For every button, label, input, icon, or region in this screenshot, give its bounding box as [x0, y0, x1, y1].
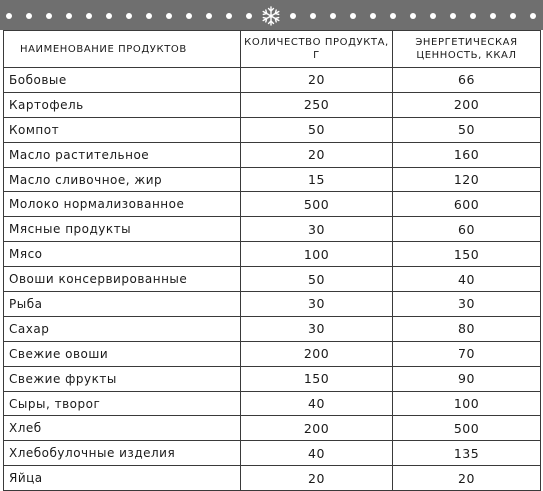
row-quantity: 500 — [241, 192, 393, 217]
header-quantity: КОЛИЧЕСТВО ПРОДУКТА, Г — [241, 31, 393, 68]
decorative-dot — [226, 13, 232, 19]
row-product-name: Мясо — [4, 242, 241, 267]
decorative-dot — [530, 13, 536, 19]
row-product-name: Овоши консервированные — [4, 267, 241, 292]
row-quantity: 200 — [241, 416, 393, 441]
table-row — [4, 242, 541, 267]
row-energy: 100 — [393, 391, 541, 416]
row-quantity: 50 — [241, 267, 393, 292]
row-energy: 66 — [393, 68, 541, 93]
row-quantity: 250 — [241, 92, 393, 117]
row-quantity: 20 — [241, 68, 393, 93]
row-product-name: Молоко нормализованное — [4, 192, 241, 217]
row-quantity: 40 — [241, 441, 393, 466]
decorative-dot — [106, 13, 112, 19]
table-row — [4, 267, 541, 292]
table-body — [4, 68, 541, 491]
table-row — [4, 68, 541, 93]
row-energy: 500 — [393, 416, 541, 441]
row-energy: 30 — [393, 292, 541, 317]
table-row — [4, 192, 541, 217]
row-energy: 150 — [393, 242, 541, 267]
nutrition-table — [3, 30, 541, 491]
decorative-dot — [26, 13, 32, 19]
row-energy: 50 — [393, 117, 541, 142]
row-energy: 160 — [393, 142, 541, 167]
decorative-dot — [66, 13, 72, 19]
dot-row-right — [290, 13, 539, 19]
table-row — [4, 117, 541, 142]
header-product-name: НАИМЕНОВАНИЕ ПРОДУКТОВ — [4, 31, 241, 68]
decorative-dot — [430, 13, 436, 19]
row-quantity: 20 — [241, 466, 393, 491]
decorative-dot — [166, 13, 172, 19]
table-row — [4, 366, 541, 391]
row-product-name: Рыба — [4, 292, 241, 317]
row-quantity: 200 — [241, 341, 393, 366]
row-energy: 40 — [393, 267, 541, 292]
decorative-dot — [450, 13, 456, 19]
row-quantity: 20 — [241, 142, 393, 167]
decorative-dot — [46, 13, 52, 19]
header-energy: ЭНЕРГЕТИЧЕСКАЯ ЦЕННОСТЬ, ККАЛ — [393, 31, 541, 68]
table-row — [4, 416, 541, 441]
table-row — [4, 92, 541, 117]
row-product-name: Сахар — [4, 316, 241, 341]
row-product-name: Масло сливочное, жир — [4, 167, 241, 192]
row-quantity: 50 — [241, 117, 393, 142]
table-row — [4, 391, 541, 416]
table-row — [4, 167, 541, 192]
row-energy: 20 — [393, 466, 541, 491]
row-energy: 135 — [393, 441, 541, 466]
row-energy: 80 — [393, 316, 541, 341]
row-product-name: Хлебобулочные изделия — [4, 441, 241, 466]
row-product-name: Компот — [4, 117, 241, 142]
table-row — [4, 292, 541, 317]
row-quantity: 30 — [241, 292, 393, 317]
decorative-dot — [206, 13, 212, 19]
decorative-banner — [0, 0, 543, 30]
table-header-row — [4, 31, 541, 68]
row-quantity: 40 — [241, 391, 393, 416]
row-energy: 120 — [393, 167, 541, 192]
row-product-name: Бобовые — [4, 68, 241, 93]
row-product-name: Хлеб — [4, 416, 241, 441]
decorative-dot — [186, 13, 192, 19]
decorative-dot — [490, 13, 496, 19]
decorative-dot — [410, 13, 416, 19]
table-row — [4, 217, 541, 242]
decorative-dot — [510, 13, 516, 19]
decorative-dot — [146, 13, 152, 19]
decorative-dot — [370, 13, 376, 19]
row-quantity: 30 — [241, 217, 393, 242]
dot-row-left — [6, 13, 252, 19]
decorative-dot — [86, 13, 92, 19]
row-product-name: Картофель — [4, 92, 241, 117]
row-quantity: 150 — [241, 366, 393, 391]
decorative-dot — [350, 13, 356, 19]
decorative-dot — [470, 13, 476, 19]
row-quantity: 30 — [241, 316, 393, 341]
row-energy: 600 — [393, 192, 541, 217]
row-energy: 60 — [393, 217, 541, 242]
row-quantity: 15 — [241, 167, 393, 192]
row-product-name: Масло растительное — [4, 142, 241, 167]
row-product-name: Свежие фрукты — [4, 366, 241, 391]
row-product-name: Свежие овоши — [4, 341, 241, 366]
decorative-dot — [126, 13, 132, 19]
snowflake-icon — [260, 5, 282, 27]
row-energy: 90 — [393, 366, 541, 391]
decorative-dot — [6, 13, 12, 19]
decorative-dot — [246, 13, 252, 19]
decorative-dot — [330, 13, 336, 19]
decorative-dot — [310, 13, 316, 19]
table-row — [4, 441, 541, 466]
row-energy: 200 — [393, 92, 541, 117]
row-product-name: Яйца — [4, 466, 241, 491]
table-row — [4, 316, 541, 341]
table-row — [4, 341, 541, 366]
table-row — [4, 142, 541, 167]
row-product-name: Сыры, творог — [4, 391, 241, 416]
row-energy: 70 — [393, 341, 541, 366]
row-quantity: 100 — [241, 242, 393, 267]
row-product-name: Мясные продукты — [4, 217, 241, 242]
decorative-dot — [290, 13, 296, 19]
table-row — [4, 466, 541, 491]
decorative-dot — [390, 13, 396, 19]
